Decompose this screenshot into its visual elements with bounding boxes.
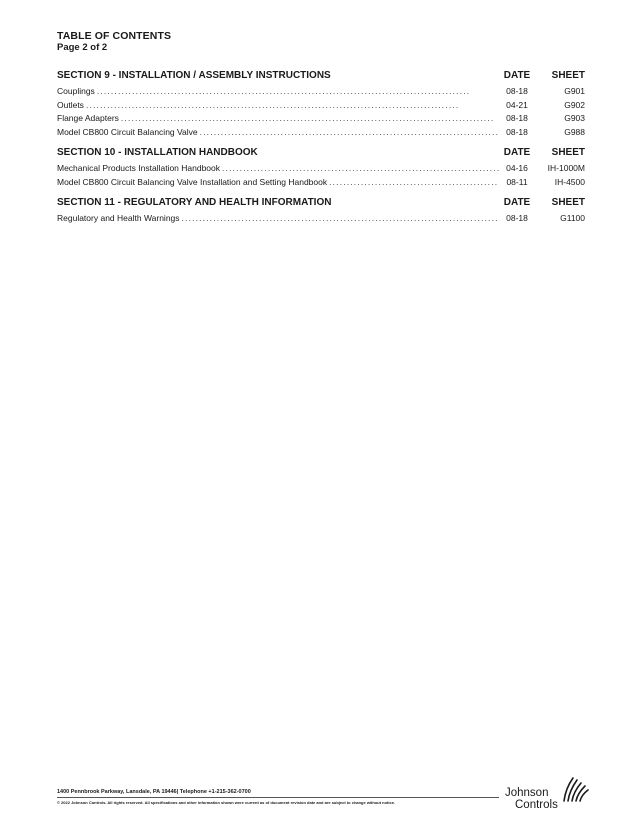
toc-entry-sheet: G988: [564, 126, 585, 137]
toc-entry-date: 08-18: [506, 213, 528, 223]
toc-entry-date: 04-16: [506, 163, 528, 173]
toc-entry-sheet: IH-4500: [554, 176, 585, 187]
toc-entry[interactable]: [57, 126, 585, 140]
toc-entry-date: 08-18: [506, 86, 528, 96]
toc-entry-date: 08-18: [506, 126, 528, 137]
toc-entry-date: 04-21: [506, 99, 528, 110]
footer-copyright: © 2022 Johnson Controls. All rights reserved. All specifications and other information shown were current as of document revision date and are subject to change without notice.: [57, 800, 396, 805]
toc-entry[interactable]: [57, 85, 585, 99]
toc-entry[interactable]: [57, 212, 585, 226]
section-title: SECTION 10 - INSTALLATION HANDBOOK: [57, 147, 258, 158]
section-title: SECTION 11 - REGULATORY AND HEALTH INFORMATION: [57, 197, 332, 208]
dot-leader: [329, 176, 499, 190]
footer-address: 1400 Pennbrook Parkway, Lansdale, PA 19446| Telephone +1-215-362-0700: [57, 789, 251, 795]
toc-entry-sheet: IH-1000M: [547, 163, 585, 173]
section-header: [57, 197, 585, 212]
section-header: [57, 147, 585, 162]
toc-entry-sheet: G901: [564, 86, 585, 96]
section-9: [57, 70, 585, 139]
johnson-controls-logo-mark-icon: [560, 775, 590, 803]
dot-leader: [182, 212, 499, 226]
toc-entry[interactable]: [57, 99, 585, 113]
dot-leader: [86, 99, 499, 113]
sheet-column-header: SHEET: [551, 197, 585, 208]
toc-entry[interactable]: [57, 176, 585, 190]
toc-entry-sheet: G903: [564, 113, 585, 123]
document-header: [57, 30, 171, 54]
dot-leader: [222, 162, 499, 176]
toc-entry-label: Couplings: [57, 86, 95, 96]
sheet-column-header: SHEET: [551, 147, 585, 158]
toc-entry[interactable]: [57, 162, 585, 176]
sheet-column-header: SHEET: [551, 70, 585, 81]
dot-leader: [121, 112, 499, 126]
section-11: [57, 197, 585, 226]
toc-entry-label: Outlets: [57, 99, 84, 110]
date-column-header: DATE: [503, 147, 531, 158]
toc-entry-label: Model CB800 Circuit Balancing Valve Installation and Setting Handbook: [57, 176, 328, 187]
toc-entry-sheet: G902: [564, 99, 585, 110]
section-10: [57, 147, 585, 189]
table-of-contents: [57, 70, 585, 234]
date-column-header: DATE: [503, 197, 531, 208]
toc-entry[interactable]: [57, 112, 585, 126]
toc-entry-sheet: G1100: [560, 213, 585, 223]
toc-entry-date: 08-11: [506, 176, 528, 187]
section-header: [57, 70, 585, 85]
page-indicator: Page 2 of 2: [57, 42, 108, 53]
logo-line-1: Johnson: [505, 787, 549, 799]
toc-entry-label: Flange Adapters: [57, 113, 119, 123]
page-footer: [57, 788, 499, 806]
logo-line-2: Controls: [515, 799, 558, 811]
logo-wordmark: [505, 787, 558, 811]
dot-leader: [97, 85, 499, 99]
toc-entry-label: Mechanical Products Installation Handbook: [57, 163, 221, 173]
toc-entry-date: 08-18: [506, 113, 528, 123]
toc-entry-label: Model CB800 Circuit Balancing Valve: [57, 126, 198, 137]
date-column-header: DATE: [503, 70, 531, 81]
footer-divider: [57, 797, 499, 798]
dot-leader: [200, 126, 499, 140]
toc-entry-label: Regulatory and Health Warnings: [57, 213, 180, 223]
company-logo: [505, 775, 591, 815]
section-title: SECTION 9 - INSTALLATION / ASSEMBLY INSTRUCTIONS: [57, 70, 331, 81]
document-title: TABLE OF CONTENTS: [57, 30, 172, 42]
